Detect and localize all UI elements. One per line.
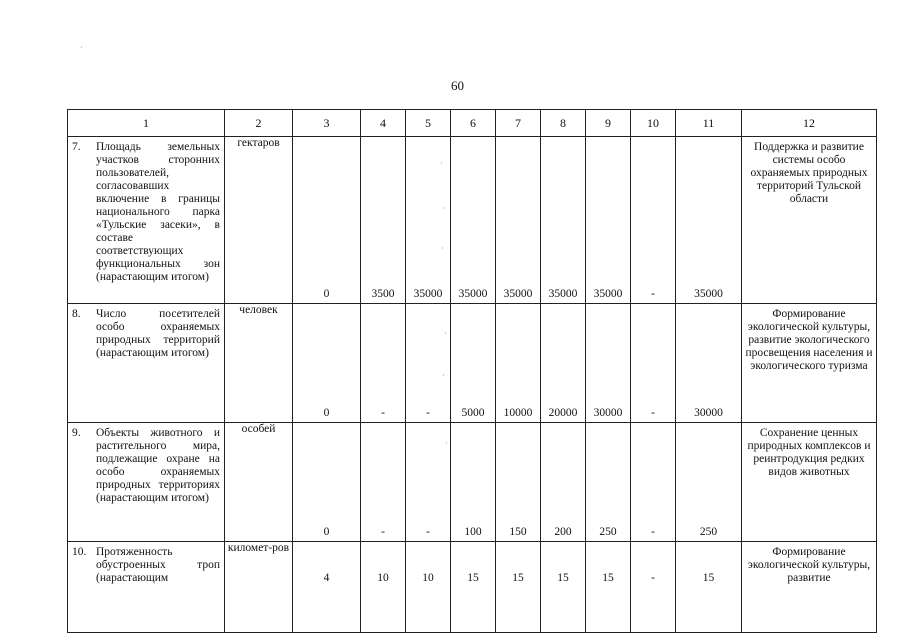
- value-cell: 15: [451, 542, 496, 633]
- value-cell: 30000: [586, 304, 631, 423]
- indicator-cell: [68, 423, 225, 542]
- value-cell: 15: [586, 542, 631, 633]
- value-cell: 35000: [496, 137, 541, 304]
- row-number: 8.: [72, 308, 81, 320]
- value-cell: 15: [676, 542, 742, 633]
- row-number: 10.: [72, 546, 87, 558]
- value-cell: 35000: [451, 137, 496, 304]
- page-number: 60: [451, 78, 464, 93]
- goal-cell: Формирование экологической культуры, развитие экологического просвещения населения и экологического туризма: [742, 304, 877, 423]
- value-cell: 3500: [361, 137, 406, 304]
- column-header: 6: [451, 110, 496, 137]
- row-number: 7.: [72, 141, 81, 153]
- column-header: 10: [631, 110, 676, 137]
- value-cell: -: [361, 304, 406, 423]
- unit-cell: гектаров: [225, 137, 293, 304]
- indicator-text: Площадь земельных участков сторонних пользователей, согласовавших включение в границы национального парка «Тульские засеки», в составе соответствующих функциональных зон (нарастающим итогом): [96, 141, 220, 283]
- scan-speck: ·: [441, 244, 444, 253]
- value-cell: 35000: [586, 137, 631, 304]
- scan-speck: ·: [442, 371, 445, 380]
- scan-speck: ·: [445, 439, 448, 448]
- scan-speck: ·: [80, 43, 83, 52]
- value-cell: 0: [293, 304, 361, 423]
- value-cell: 0: [293, 423, 361, 542]
- column-header: 7: [496, 110, 541, 137]
- scan-speck: ·: [443, 204, 446, 213]
- unit-cell: особей: [225, 423, 293, 542]
- scan-speck: ·: [444, 329, 447, 338]
- column-header: 9: [586, 110, 631, 137]
- value-cell: 150: [496, 423, 541, 542]
- value-cell: 20000: [541, 304, 586, 423]
- value-cell: -: [631, 542, 676, 633]
- value-cell: -: [631, 423, 676, 542]
- indicators-table: [67, 109, 877, 633]
- value-cell: 250: [676, 423, 742, 542]
- value-cell: 35000: [676, 137, 742, 304]
- value-cell: 35000: [541, 137, 586, 304]
- table-header-row: [68, 110, 877, 137]
- indicator-cell: [68, 542, 225, 633]
- column-header: 12: [742, 110, 877, 137]
- table-row: [68, 304, 877, 423]
- table-row: [68, 423, 877, 542]
- value-cell: 30000: [676, 304, 742, 423]
- indicator-text: Протяженность обустроенных троп (нарастающим: [96, 546, 220, 584]
- indicator-text: Число посетителей особо охраняемых природных территорий (нарастающим итогом): [96, 308, 220, 359]
- value-cell: 10000: [496, 304, 541, 423]
- value-cell: 0: [293, 137, 361, 304]
- value-cell: 15: [541, 542, 586, 633]
- column-header: 4: [361, 110, 406, 137]
- value-cell: -: [406, 423, 451, 542]
- value-cell: 15: [496, 542, 541, 633]
- value-cell: 250: [586, 423, 631, 542]
- value-cell: 35000: [406, 137, 451, 304]
- value-cell: -: [406, 304, 451, 423]
- value-cell: 100: [451, 423, 496, 542]
- value-cell: 200: [541, 423, 586, 542]
- table-row: [68, 542, 877, 633]
- column-header: 2: [225, 110, 293, 137]
- goal-cell: Формирование экологической культуры, развитие: [742, 542, 877, 633]
- row-number: 9.: [72, 427, 81, 439]
- indicator-cell: [68, 304, 225, 423]
- scan-speck: ·: [440, 159, 443, 168]
- column-header: 8: [541, 110, 586, 137]
- goal-cell: Поддержка и развитие системы особо охраняемых природных территорий Тульской области: [742, 137, 877, 304]
- column-header: 1: [68, 110, 225, 137]
- value-cell: -: [361, 423, 406, 542]
- column-header: 5: [406, 110, 451, 137]
- indicator-text: Объекты животного и растительного мира, подлежащие охране на особо охраняемых природных территориях (нарастающим итогом): [96, 427, 220, 504]
- value-cell: 4: [293, 542, 361, 633]
- table-row: [68, 137, 877, 304]
- indicator-cell: [68, 137, 225, 304]
- goal-cell: Сохранение ценных природных комплексов и реинтродукция редких видов животных: [742, 423, 877, 542]
- unit-cell: километ-ров: [225, 542, 293, 633]
- value-cell: -: [631, 304, 676, 423]
- column-header: 11: [676, 110, 742, 137]
- value-cell: 5000: [451, 304, 496, 423]
- column-header: 3: [293, 110, 361, 137]
- value-cell: -: [631, 137, 676, 304]
- unit-cell: человек: [225, 304, 293, 423]
- value-cell: 10: [406, 542, 451, 633]
- value-cell: 10: [361, 542, 406, 633]
